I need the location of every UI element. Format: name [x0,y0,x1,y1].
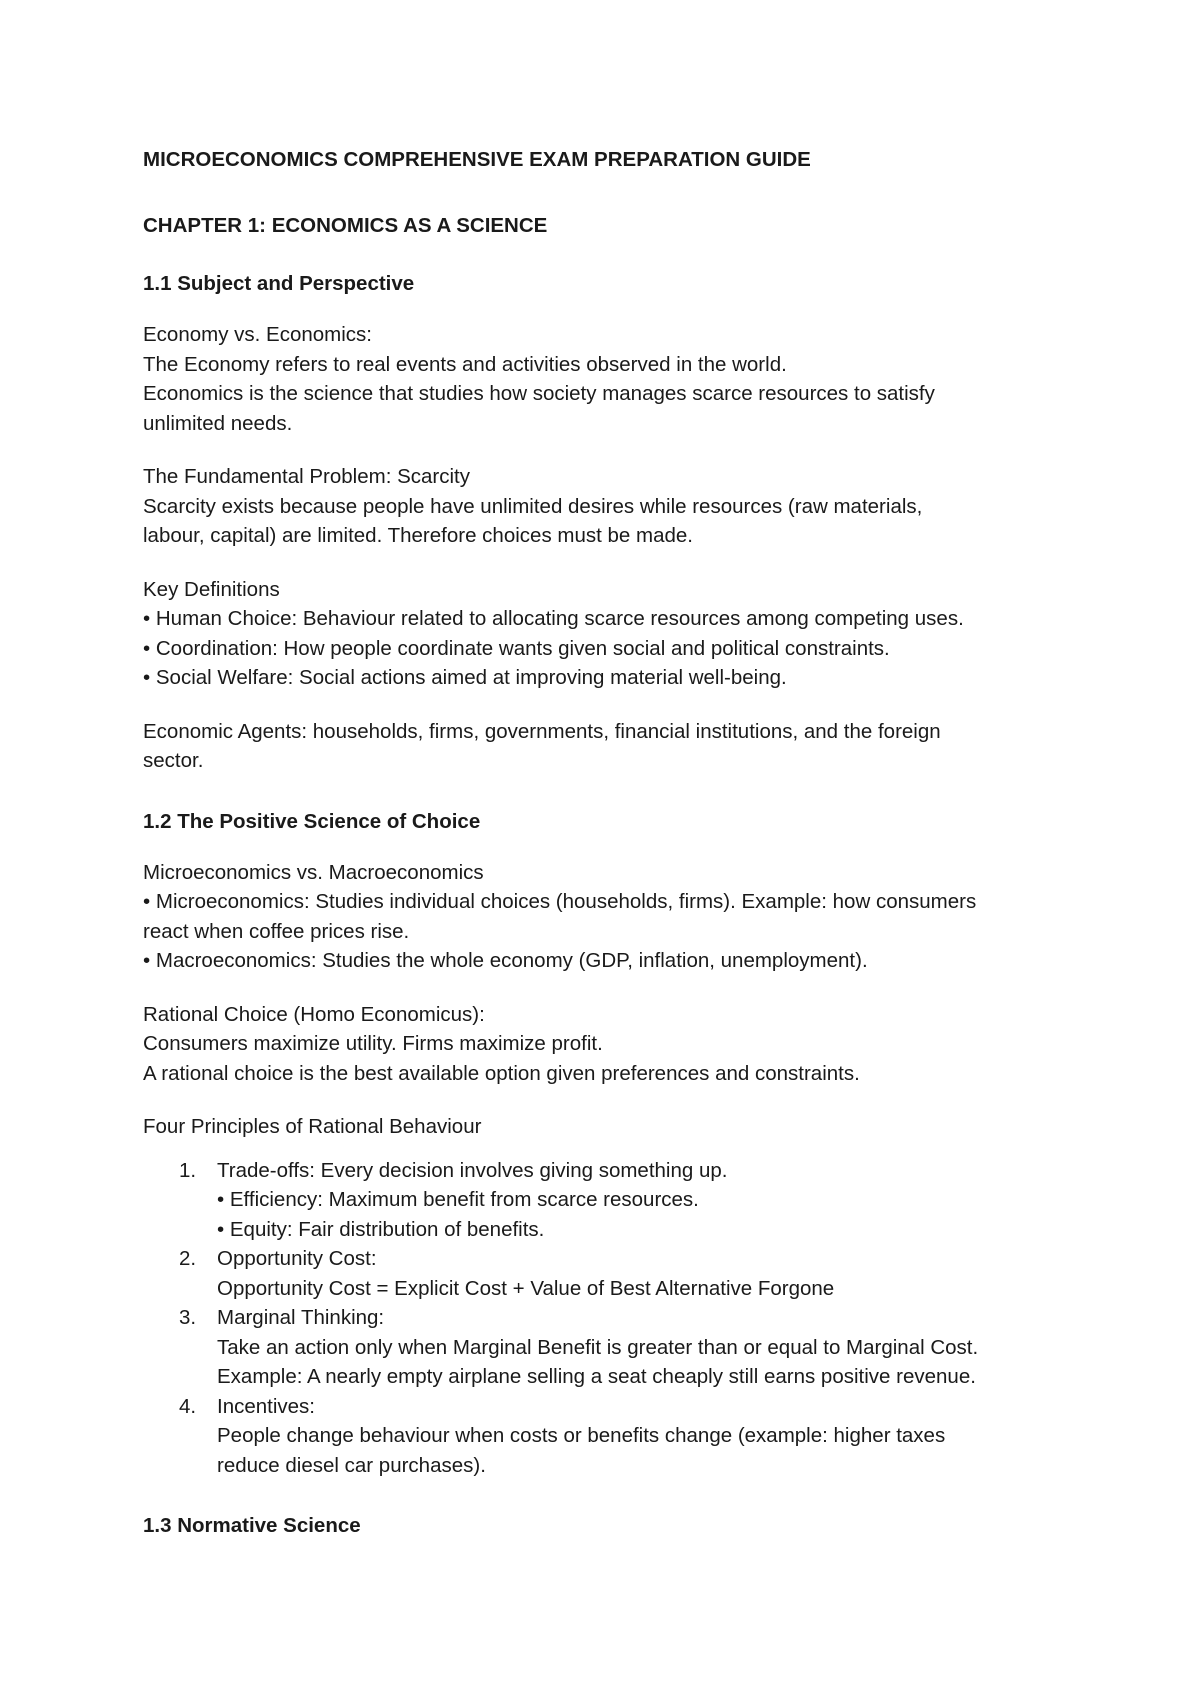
paragraph-line: Economy vs. Economics: [143,323,372,346]
section-heading-1-2: 1.2 The Positive Science of Choice [143,809,481,833]
bullet-line: • Social Welfare: Social actions aimed at improving material well-being. [143,666,787,689]
paragraph-line: Microeconomics vs. Macroeconomics [143,860,484,884]
paragraph-line: The Fundamental Problem: Scarcity [143,465,470,488]
paragraph-rational-choice [143,1000,1083,1089]
principles-list [143,1156,1083,1481]
paragraph-line: The Economy refers to real events and activities observed in the world. [143,352,787,376]
bullet-line: • Coordination: How people coordinate wants given social and political constraints. [143,636,890,660]
paragraph-line: Scarcity exists because people have unlimited desires while resources (raw materials, [143,494,923,518]
paragraph-line: Four Principles of Rational Behaviour [143,1115,482,1138]
paragraph-line: sector. [143,749,204,772]
list-item [143,1303,1083,1392]
bullet-line: • Microeconomics: Studies individual choices (households, firms). Example: how consumers [143,890,977,913]
paragraph-key-definitions [143,575,1083,693]
list-line: Incentives: [217,1394,315,1418]
paragraph-four-principles [143,1112,1083,1142]
paragraph-line: A rational choice is the best available option given preferences and constraints. [143,1061,860,1085]
list-number: 2. [179,1247,197,1270]
paragraph-economic-agents [143,717,1083,776]
paragraph-line: labour, capital) are limited. Therefore choices must be made. [143,524,693,547]
paragraph-line: Key Definitions [143,577,280,601]
bullet-line: • Macroeconomics: Studies the whole economy (GDP, inflation, unemployment). [143,949,868,972]
list-item [143,1244,1083,1303]
paragraph-line: Economic Agents: households, firms, governments, financial institutions, and the foreign [143,719,941,743]
list-line: Trade-offs: Every decision involves giving something up. [217,1158,728,1182]
paragraph-line: Consumers maximize utility. Firms maximize profit. [143,1032,603,1055]
list-number: 3. [179,1306,197,1329]
list-line: Example: A nearly empty airplane selling a seat cheaply still earns positive revenue. [217,1365,976,1388]
list-line: reduce diesel car purchases). [217,1453,486,1477]
paragraph-line: Economics is the science that studies how society manages scarce resources to satisfy [143,382,935,405]
section-heading-1-3: 1.3 Normative Science [143,1514,361,1537]
paragraph-scarcity [143,462,1083,551]
chapter-heading: CHAPTER 1: ECONOMICS AS A SCIENCE [143,214,548,237]
bullet-line: • Human Choice: Behaviour related to allocating scarce resources among competing uses. [143,607,964,630]
list-item [143,1392,1083,1481]
document-title: MICROECONOMICS COMPREHENSIVE EXAM PREPARATION GUIDE [143,148,811,171]
list-line: People change behaviour when costs or benefits change (example: higher taxes [217,1424,946,1447]
list-number: 4. [179,1394,197,1418]
list-line: Opportunity Cost = Explicit Cost + Value of Best Alternative Forgone [217,1276,835,1300]
list-line: Opportunity Cost: [217,1247,377,1270]
list-number: 1. [179,1158,197,1182]
section-heading-1-1: 1.1 Subject and Perspective [143,272,415,295]
paragraph-line: unlimited needs. [143,411,293,435]
list-line: • Efficiency: Maximum benefit from scarce resources. [217,1188,699,1211]
list-line: Marginal Thinking: [217,1306,385,1329]
list-item [143,1156,1083,1245]
paragraph-line: react when coffee prices rise. [143,919,410,943]
paragraph-line: Rational Choice (Homo Economicus): [143,1002,485,1026]
paragraph-economy-vs-economics [143,320,1083,438]
document-page [143,148,1083,1538]
list-line: • Equity: Fair distribution of benefits. [217,1217,545,1241]
paragraph-micro-vs-macro [143,858,1083,976]
list-line: Take an action only when Marginal Benefit is greater than or equal to Marginal Cost. [217,1335,979,1359]
